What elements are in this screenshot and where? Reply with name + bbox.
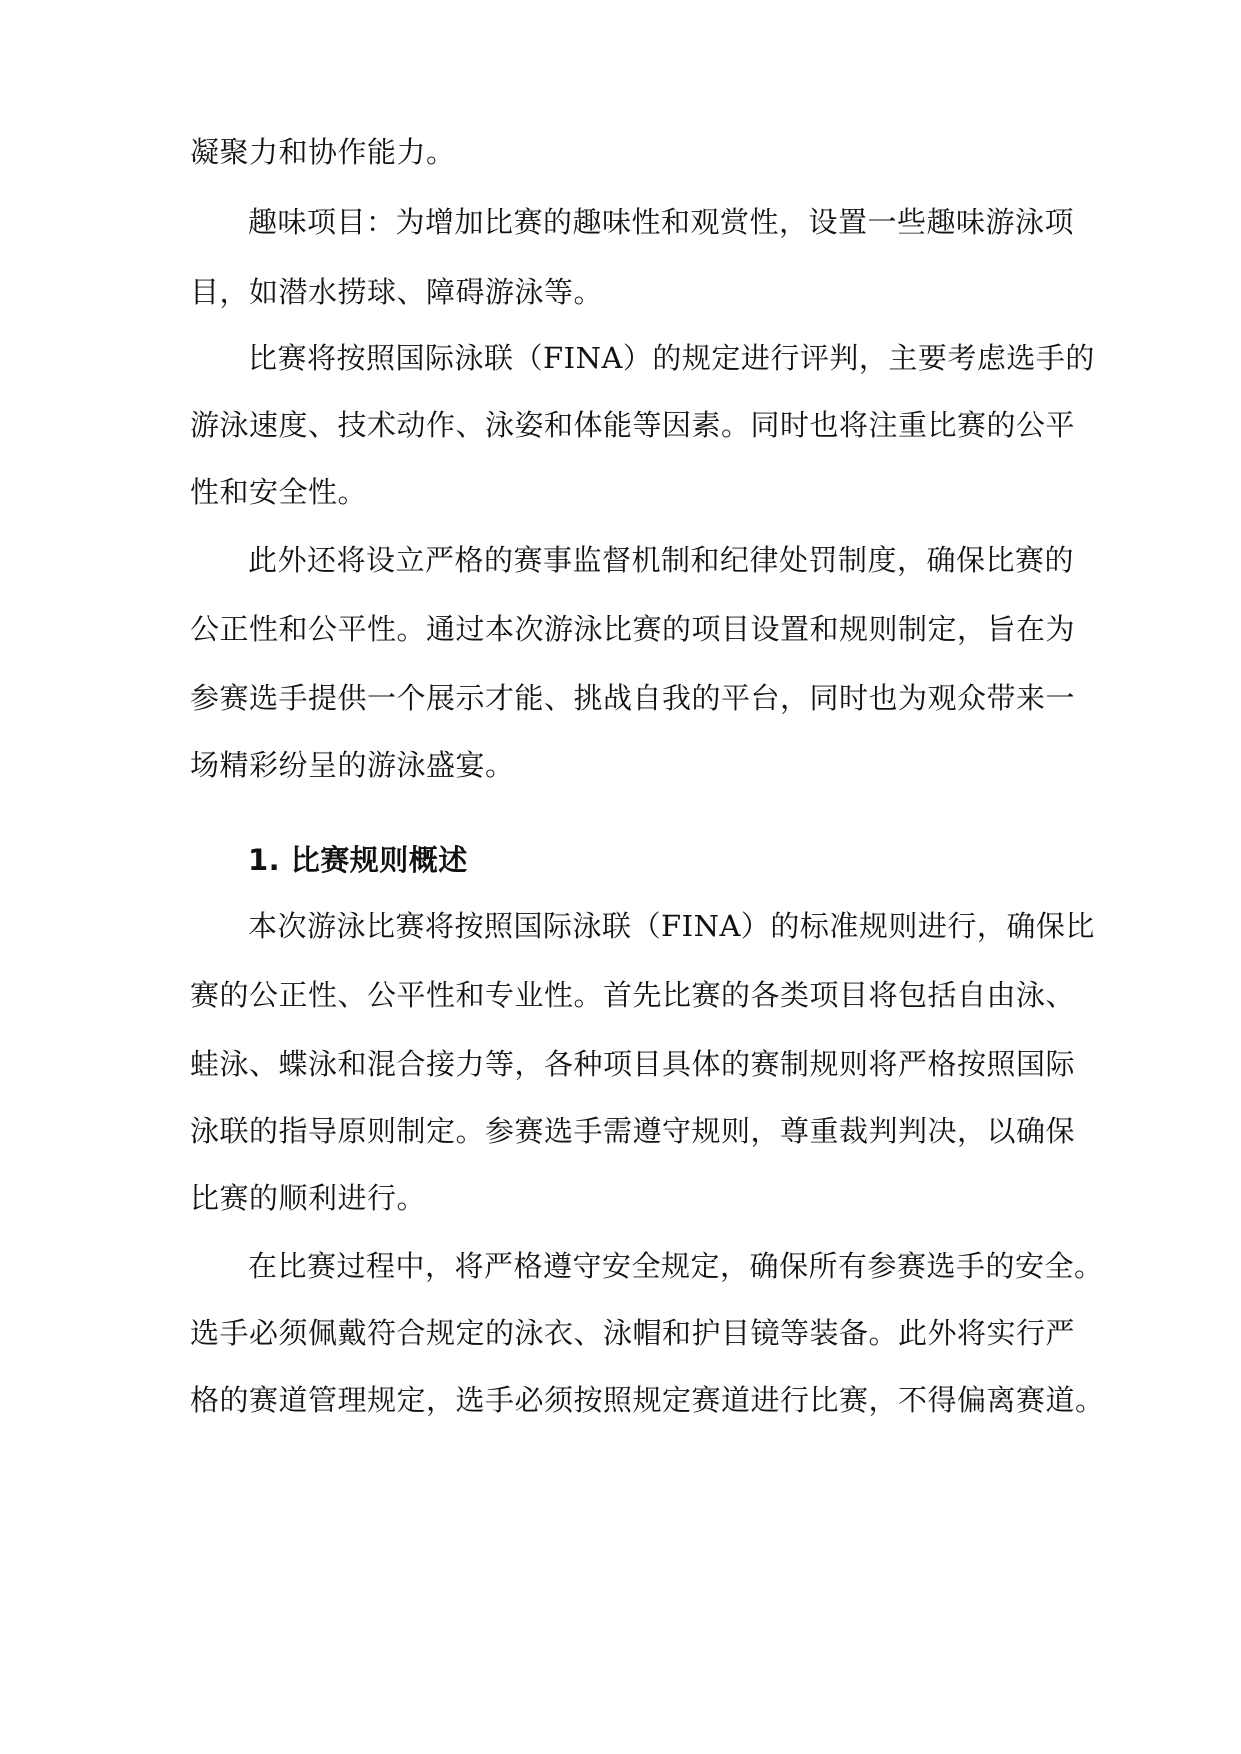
paragraph-line: 在比赛过程中，将严格遵守安全规定，确保所有参赛选手的安全。 [248,1249,1104,1283]
paragraph-line: 格的赛道管理规定，选手必须按照规定赛道进行比赛，不得偏离赛道。 [190,1383,1105,1417]
paragraph-line: 趣味项目：为增加比赛的趣味性和观赏性，设置一些趣味游泳项 [248,205,1075,239]
paragraph-line: 本次游泳比赛将按照国际泳联（FINA）的标准规则进行，确保比 [248,909,1095,943]
section-heading: 1. 比赛规则概述 [248,843,468,877]
paragraph-line: 选手必须佩戴符合规定的泳衣、泳帽和护目镜等装备。此外将实行严 [190,1316,1076,1350]
paragraph-line: 目，如潜水捞球、障碍游泳等。 [190,275,604,309]
paragraph-line: 游泳速度、技术动作、泳姿和体能等因素。同时也将注重比赛的公平 [190,408,1076,442]
paragraph-line: 参赛选手提供一个展示才能、挑战自我的平台，同时也为观众带来一 [190,681,1076,715]
paragraph-line: 赛的公正性、公平性和专业性。首先比赛的各类项目将包括自由泳、 [190,978,1076,1012]
paragraph-line: 性和安全性。 [190,475,368,509]
paragraph-line: 公正性和公平性。通过本次游泳比赛的项目设置和规则制定，旨在为 [190,612,1076,646]
paragraph-line: 比赛的顺利进行。 [190,1181,427,1215]
paragraph-line: 场精彩纷呈的游泳盛宴。 [190,748,515,782]
paragraph-line: 泳联的指导原则制定。参赛选手需遵守规则，尊重裁判判决，以确保 [190,1114,1076,1148]
paragraph-line: 蛙泳、蝶泳和混合接力等，各种项目具体的赛制规则将严格按照国际 [190,1047,1076,1081]
paragraph-line: 凝聚力和协作能力。 [190,135,456,169]
paragraph-line: 比赛将按照国际泳联（FINA）的规定进行评判，主要考虑选手的 [248,341,1095,375]
paragraph-line: 此外还将设立严格的赛事监督机制和纪律处罚制度，确保比赛的 [248,543,1075,577]
